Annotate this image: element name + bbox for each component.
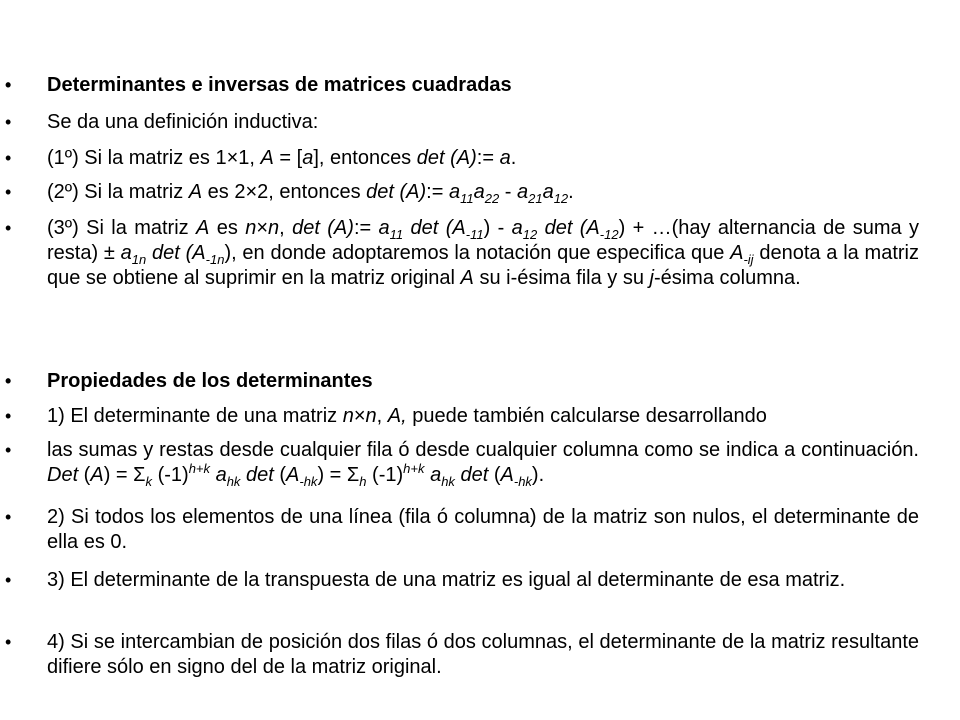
bullet-dot: • [5,632,12,652]
step2-text: (2º) Si la matriz A es 2×2, entonces det (A):= $a_{11}a_{22} - a_{21}a_{12}$. [47,181,574,206]
prop1b-text: las sumas y restas desde cualquier fila ó desde cualquier columna como se indica a continuación. Det $(A) = \Sigma_k$ $(-1)^{h+k}$ $a_{hk}$ $\det (A_{-hk}) = \Sigma_h$ $(-1)^{h+k}$ $a_{hk}$ $\det (A_{-hk})$. [47,439,919,489]
intro-text: Se da una definición inductiva: [47,111,319,133]
bullet-step-1 [5,146,919,171]
bullet-step-2 [5,180,919,206]
bullet-dot: • [5,371,12,391]
bullet-heading-determinantes [5,73,919,98]
bullet-heading-propiedades [5,369,919,394]
bullet-prop-1b [5,438,919,489]
heading-determinantes: Determinantes e inversas de matrices cuadradas [47,74,512,96]
bullet-intro [5,110,919,135]
prop4-text: 4) Si se intercambian de posición dos filas ó dos columnas, el determinante de la matriz resultante difiere sólo en signo del de la matriz original. [47,631,919,678]
bullet-dot: • [5,75,12,95]
bullet-dot: • [5,406,12,426]
bullet-dot: • [5,440,12,460]
bullet-prop-1 [5,404,919,429]
bullet-dot: • [5,218,12,238]
heading-propiedades: Propiedades de los determinantes [47,370,373,392]
bullet-prop-2 [5,505,919,555]
prop1-text: 1) El determinante de una matriz n×n, A, puede también calcularse desarrollando [47,405,767,427]
bullet-dot: • [5,570,12,590]
prop2-text: 2) Si todos los elementos de una línea (fila ó columna) de la matriz son nulos, el determinante de ella es 0. [47,506,919,553]
bullet-prop-4 [5,630,919,680]
bullet-prop-3 [5,568,919,593]
bullet-dot: • [5,148,12,168]
step1-text: (1º) Si la matriz es 1×1, A = [a], entonces det (A):= a. [47,147,517,169]
bullet-dot: • [5,507,12,527]
step3-text: (3º) Si la matriz A es n×n, det (A):= $a_{11}$ $\det (A_{-11}) - a_{12}$ $\det (A_{-12})$ + …(hay alternancia de suma y resta) ± $a_{1n}$ $\det (A_{-1n})$, en donde adoptaremos la notación que especifica que $A_{-ij}$ denota a la matriz que se obtiene al suprimir en la matriz original A su i-ésima fila y su j-ésima columna. [47,217,920,289]
bullet-dot: • [5,182,12,202]
bullet-dot: • [5,112,12,132]
bullet-step-3 [5,216,920,291]
prop3-text: 3) El determinante de la transpuesta de una matriz es igual al determinante de esa matriz. [47,569,846,591]
